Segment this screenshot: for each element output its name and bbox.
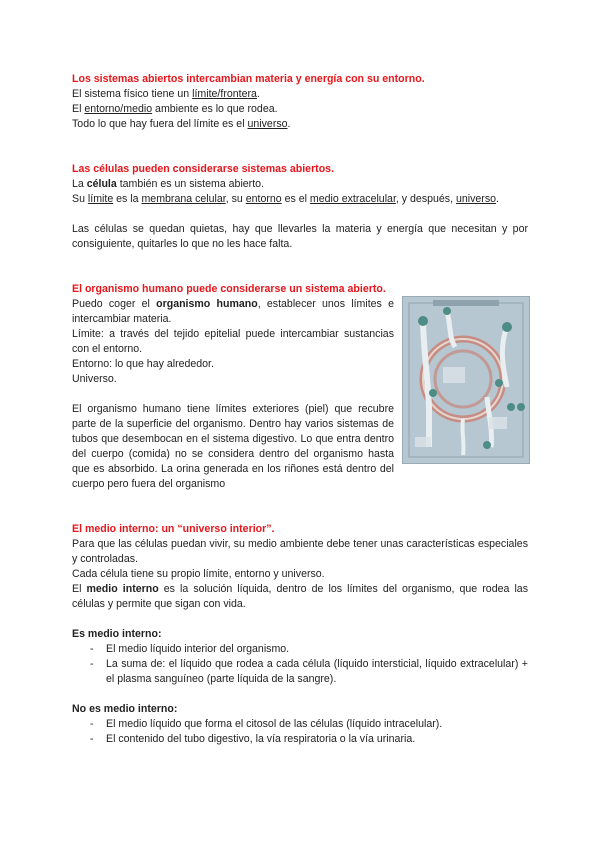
underlined-term: universo <box>247 118 288 130</box>
text: es la <box>113 193 142 205</box>
underlined-term: membrana celular <box>141 193 226 205</box>
underlined-term: límite <box>87 193 114 205</box>
document-page <box>72 72 528 747</box>
bold-term: organismo humano <box>156 298 258 310</box>
section2-line1 <box>72 177 528 192</box>
text: también es un sistema abierto. <box>116 178 264 190</box>
text: Puedo coger el <box>72 298 157 310</box>
underlined-term: límite/frontera <box>192 88 257 100</box>
section2-paragraph: Las células se quedan quietas, hay que llevarles la materia y energía que necesitan y por consiguiente, quitarles lo que no les hace falta. <box>72 223 528 250</box>
section3-text <box>72 297 394 492</box>
section1-line1 <box>72 87 528 102</box>
underlined-term: universo <box>455 193 497 205</box>
section1-line2 <box>72 102 528 117</box>
es-medio-interno-list <box>72 642 528 687</box>
section2-line2 <box>72 192 528 207</box>
underlined-term: entorno/medio <box>84 103 153 115</box>
es-medio-interno-heading: Es medio interno: <box>72 628 162 640</box>
text: es el <box>281 193 310 205</box>
text: El <box>72 583 87 595</box>
section2-heading: Las células pueden considerarse sistemas abiertos. <box>72 163 335 175</box>
list-item: - La suma de: el líquido que rodea a cada célula (líquido intersticial, líquido extracelular) + el plasma sanguíneo (parte líquida de la sangre). <box>72 657 528 687</box>
text: La <box>72 178 87 190</box>
section3-p1 <box>72 297 394 327</box>
list-item: - El contenido del tubo digestivo, la vía respiratoria o la vía urinaria. <box>72 732 528 747</box>
section3-p5: El organismo humano tiene límites exteriores (piel) que recubre parte de la superficie del organismo. Dentro hay varios sistemas de tubos que desembocan en el sistema digestivo. Lo que entra dentro del cuerpo (comida) no se considera dentro del organismo hasta que es absorbido. La orina generada en los riñones está dentro del cuerpo pero fuera del organismo <box>72 403 394 490</box>
text: , su <box>225 193 246 205</box>
no-es-medio-interno-heading: No es medio interno: <box>72 703 178 715</box>
section3 <box>72 282 528 492</box>
section4-p2: Cada célula tiene su propio límite, entorno y universo. <box>72 568 325 580</box>
bold-term: medio interno <box>86 583 159 595</box>
underlined-term: medio extracelular <box>309 193 396 205</box>
organism-systems-figure <box>402 296 530 464</box>
list-item: - El medio líquido que forma el citosol de las células (líquido intracelular). <box>72 717 528 732</box>
section1-heading: Los sistemas abiertos intercambian materia y energía con su entorno. <box>72 73 425 85</box>
text: , y después, <box>395 193 456 205</box>
section3-p3: Entorno: lo que hay alrededor. <box>72 358 214 370</box>
section3-p2: Límite: a través del tejido epitelial puede intercambiar sustancias con el entorno. <box>72 328 394 355</box>
no-es-medio-interno-list <box>72 717 528 747</box>
section4-p3 <box>72 582 528 612</box>
organism-diagram-illustration <box>403 297 529 463</box>
text: Su <box>72 193 88 205</box>
bold-term: célula <box>86 178 117 190</box>
text: El sistema físico tiene un <box>72 88 193 100</box>
text: , establecer unos límites e intercambiar materia. <box>72 298 394 325</box>
text: ambiente es lo que rodea. <box>152 103 278 115</box>
section3-p4: Universo. <box>72 373 117 385</box>
underlined-term: entorno <box>245 193 282 205</box>
text: El <box>72 103 85 115</box>
text: . <box>287 118 291 130</box>
section4-heading: El medio interno: un “universo interior”. <box>72 523 275 535</box>
list-item: - El medio líquido interior del organismo. <box>72 642 528 657</box>
text: Todo lo que hay fuera del límite es el <box>72 118 248 130</box>
text: es la solución líquida, dentro de los límites del organismo, que rodea las células y permite que sigan con vida. <box>72 583 528 610</box>
section4-p1: Para que las células puedan vivir, su medio ambiente debe tener unas características especiales y controladas. <box>72 538 528 565</box>
section1-line3 <box>72 117 528 132</box>
text: . <box>496 193 499 205</box>
section3-heading: El organismo humano puede considerarse un sistema abierto. <box>72 283 386 295</box>
text: . <box>256 88 260 100</box>
